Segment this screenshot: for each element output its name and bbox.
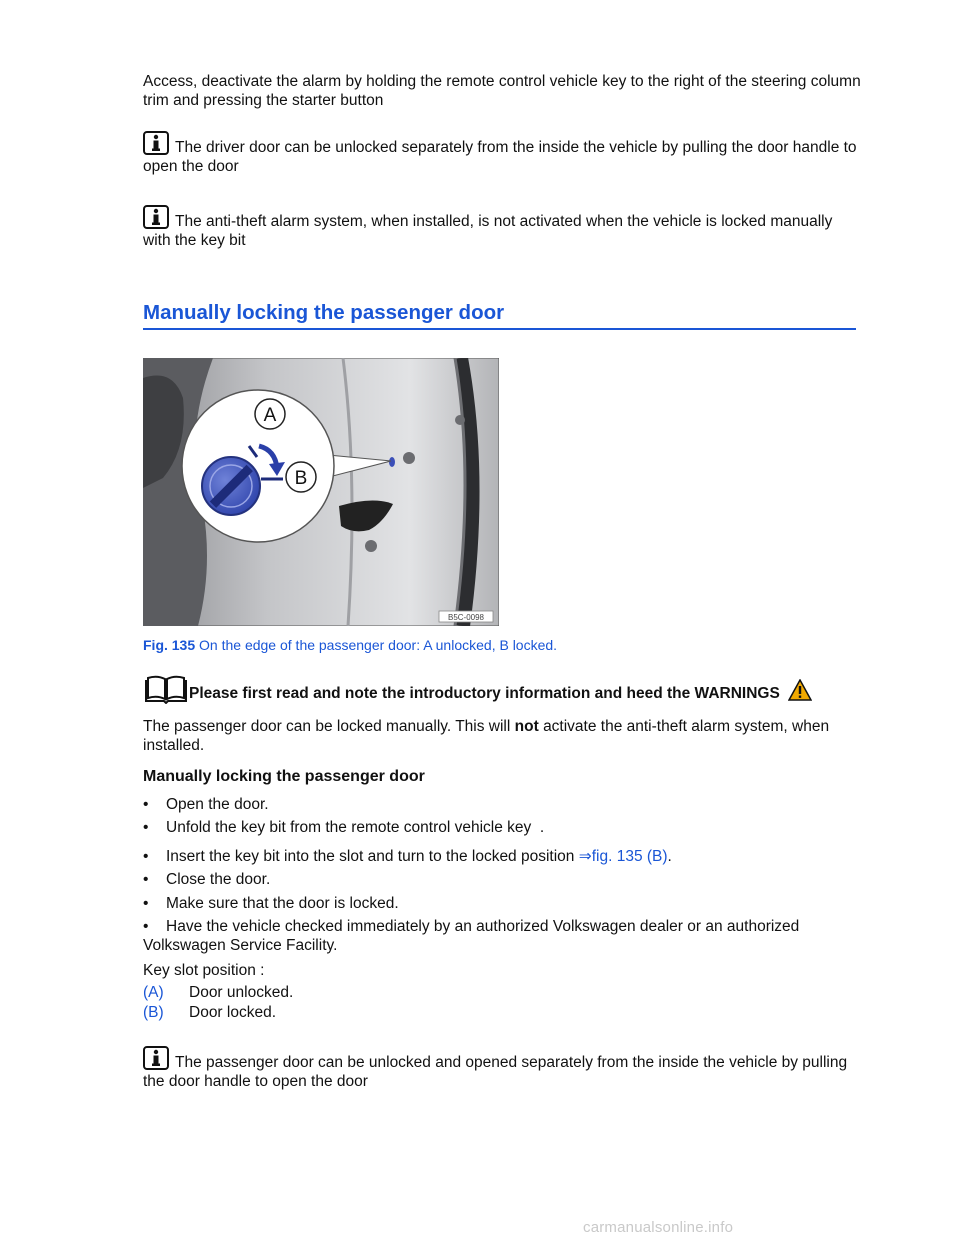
position-b-label: (B) [143,1004,164,1021]
info-note-2-text: The anti-theft alarm system, when installed, is not activated when the vehicle is locked manually with the key bit [143,213,833,249]
body-paragraph-part-1: The passenger door can be locked manually. This will [143,718,511,735]
step-3-text: Insert the key bit into the slot and turn to the locked position [166,848,575,865]
door-lock-figure [143,358,499,626]
bullet: • [143,848,149,865]
bullet: • [143,871,149,888]
body-paragraph-part-2: activate the anti-theft alarm system, when installed. [143,718,830,754]
bullet: • [143,895,149,912]
book-icon [143,674,189,704]
figure-link[interactable] [579,848,668,865]
bullet: • [143,918,149,935]
step-6-text: Have the vehicle checked immediately by an authorized Volkswagen dealer or an authorized Volkswagen Service Facility. [143,918,800,954]
callout-b-label: B [294,468,308,489]
figure-link-text: fig. 135 (B) [591,848,668,865]
section-heading: Manually locking the passenger door [143,303,856,330]
step-3 [143,847,863,866]
step-4 [143,870,863,889]
info-note-2 [143,205,863,250]
step-1-text: Open the door. [166,796,269,813]
warning-icon [788,679,812,701]
info-icon [143,131,169,155]
step-6 [143,917,863,955]
position-a-label: (A) [143,984,164,1001]
step-2-suffix: . [539,819,545,836]
callout-a-label: A [263,405,277,426]
position-b [143,1003,863,1022]
step-4-text: Close the door. [166,871,271,888]
arrow-icon: ⇒ [578,848,592,865]
subheading: Manually locking the passenger door [143,768,425,785]
figure-number: Fig. 135 [143,637,196,653]
info-note-3 [143,1046,863,1091]
figure-code: B5C-0098 [447,613,485,622]
info-icon [143,1046,169,1070]
step-5-text: Make sure that the door is locked. [166,895,399,912]
read-first-notice [143,674,812,704]
step-3-suffix: . [667,848,672,865]
info-note-3-text: The passenger door can be unlocked and opened separately from the inside the vehicle by pulling the door handle to open the door [143,1054,848,1090]
step-2-text: Unfold the key bit from the remote control vehicle key [166,819,532,836]
body-paragraph-bold: not [514,718,539,735]
read-first-notice-text: Please first read and note the introductory information and heed the WARNINGS [189,685,780,702]
position-b-text: Door locked. [189,1004,277,1021]
info-icon [143,205,169,229]
watermark: carmanualsonline.info [583,1219,734,1236]
intro-paragraph: Access, deactivate the alarm by holding the remote control vehicle key to the right of the steering column trim and pressing the starter button [143,73,861,109]
figure-caption-text: On the edge of the passenger door: A unlocked, B locked. [199,637,558,653]
step-2 [143,818,863,837]
info-note-1-text: The driver door can be unlocked separately from the inside the vehicle by pulling the door handle to open the door [143,139,857,175]
figure-caption [143,636,557,655]
step-1 [143,795,863,814]
position-a-text: Door unlocked. [189,984,294,1001]
body-paragraph [143,717,863,755]
position-a [143,983,863,1002]
key-slot-label: Key slot position : [143,962,265,979]
step-5 [143,894,863,913]
info-note-1 [143,131,863,176]
bullet: • [143,819,149,836]
bullet: • [143,796,149,813]
